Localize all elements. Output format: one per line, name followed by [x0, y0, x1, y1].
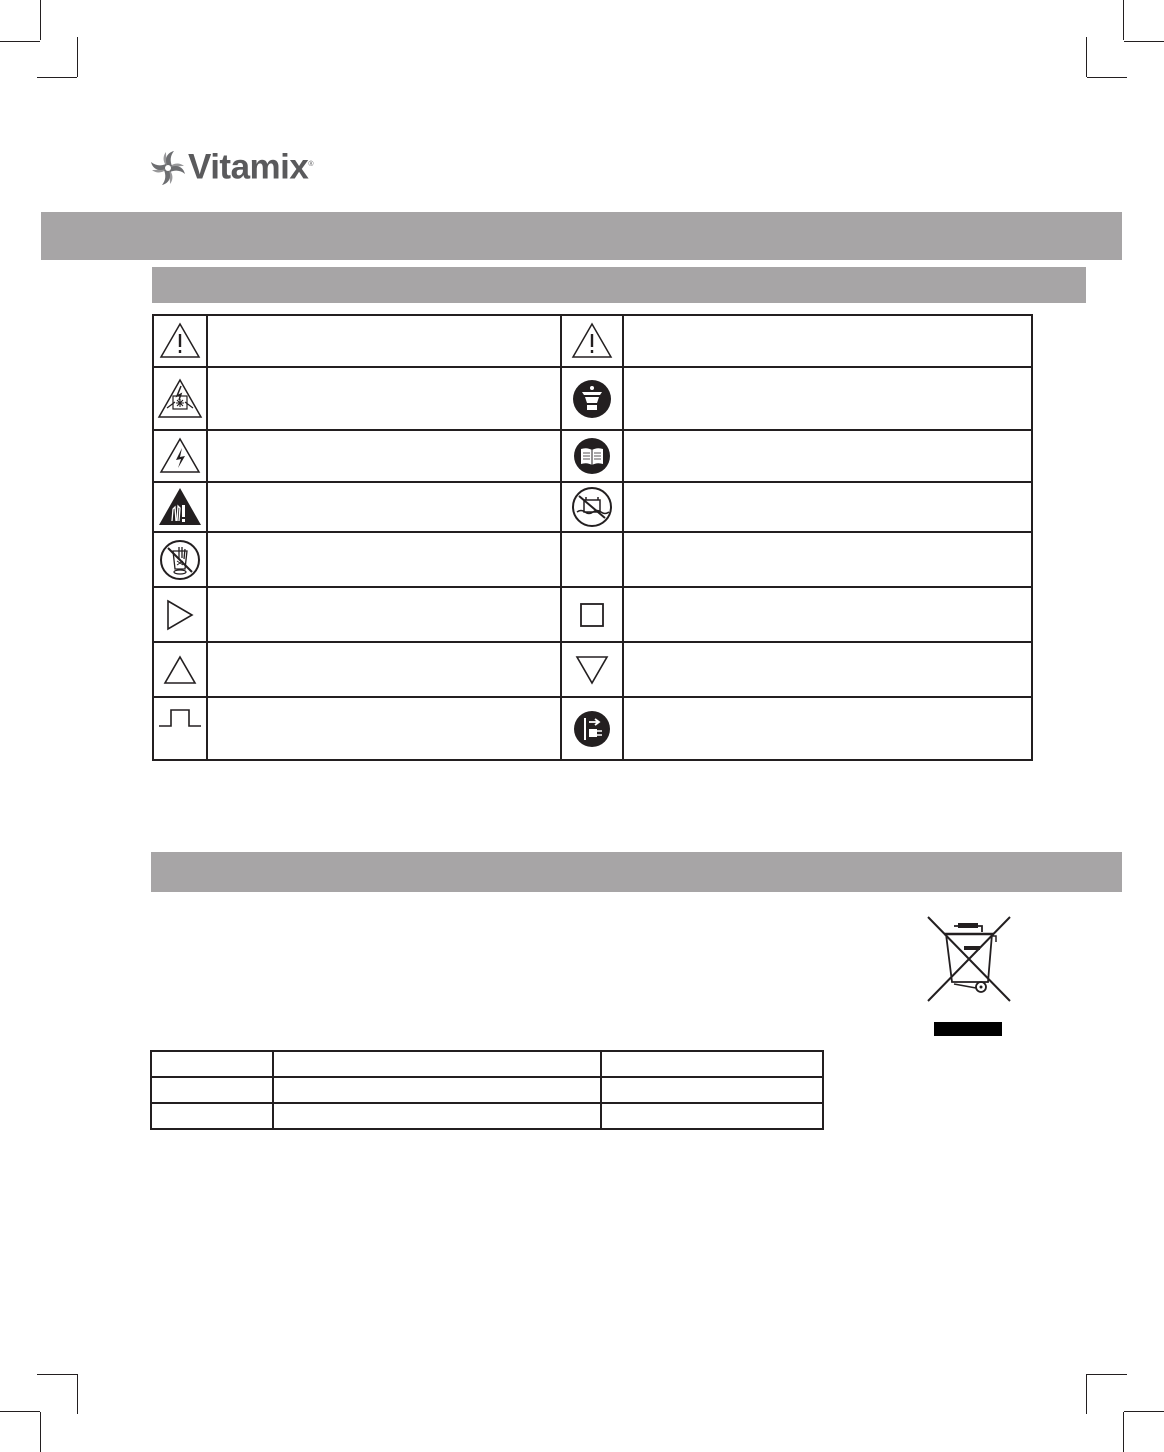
section-title-band	[151, 852, 1122, 892]
electric-shock-icon	[159, 437, 201, 475]
table-row	[153, 532, 1032, 587]
symbol-cell	[153, 482, 207, 532]
crop-mark	[77, 1374, 78, 1414]
swirl-logo-icon	[150, 150, 186, 186]
table-row	[153, 430, 1032, 482]
crop-mark	[40, 1412, 41, 1452]
table-cell	[273, 1077, 601, 1103]
table-row	[153, 482, 1032, 532]
symbol-cell	[561, 697, 623, 760]
decrease-icon	[575, 655, 609, 685]
pulse-icon	[157, 706, 203, 730]
table-row	[153, 697, 1032, 760]
crop-mark	[1124, 41, 1164, 42]
symbol-cell	[153, 642, 207, 697]
symbol-description	[207, 587, 561, 642]
unplug-icon	[573, 710, 611, 748]
symbol-description	[207, 315, 561, 367]
brand-name: Vitamix®	[188, 147, 314, 187]
symbol-description	[623, 430, 1032, 482]
crop-mark	[1087, 1374, 1127, 1375]
symbol-cell-empty	[561, 532, 623, 587]
table-cell	[601, 1077, 823, 1103]
crop-mark	[77, 37, 78, 77]
table-cell	[273, 1103, 601, 1129]
start-icon	[165, 599, 195, 631]
symbols-table	[152, 314, 1033, 761]
crop-mark	[1124, 1411, 1164, 1412]
blade-hazard-icon	[157, 378, 203, 420]
symbol-description	[623, 697, 1032, 760]
table-row	[153, 367, 1032, 430]
pinch-hazard-icon	[158, 487, 202, 527]
symbol-description	[623, 532, 1032, 587]
crop-mark	[1123, 0, 1124, 40]
symbol-cell	[561, 642, 623, 697]
table-row	[153, 587, 1032, 642]
symbol-cell	[561, 587, 623, 642]
symbol-cell	[561, 367, 623, 430]
disposal-text	[152, 910, 892, 1010]
symbol-cell	[561, 315, 623, 367]
subsection-title-band	[152, 267, 1086, 303]
symbol-description	[623, 482, 1032, 532]
table-cell	[273, 1051, 601, 1077]
table-row	[151, 1051, 823, 1077]
symbol-cell	[153, 532, 207, 587]
crop-mark	[1123, 1412, 1124, 1452]
crop-mark	[1086, 37, 1087, 77]
crop-mark	[37, 1374, 77, 1375]
symbol-description	[207, 482, 561, 532]
symbol-description	[207, 367, 561, 430]
product-table	[150, 1050, 824, 1130]
warning-triangle-icon	[571, 322, 613, 360]
crop-mark	[37, 77, 77, 78]
crossed-out-wheelie-bin-icon	[924, 914, 1014, 1038]
stop-icon	[578, 601, 606, 629]
table-row	[153, 315, 1032, 367]
table-row	[151, 1103, 823, 1129]
symbol-description	[623, 587, 1032, 642]
read-manual-icon	[573, 437, 611, 475]
table-cell	[151, 1103, 273, 1129]
warning-triangle-icon	[159, 322, 201, 360]
crop-mark	[1087, 77, 1127, 78]
symbol-description	[623, 315, 1032, 367]
symbol-description	[623, 367, 1032, 430]
symbol-description	[207, 642, 561, 697]
symbol-cell	[153, 367, 207, 430]
crop-mark	[40, 0, 41, 40]
symbol-description	[623, 642, 1032, 697]
crop-mark	[0, 1411, 40, 1412]
symbol-description	[207, 532, 561, 587]
symbol-cell	[153, 697, 207, 760]
table-cell	[601, 1051, 823, 1077]
table-cell	[601, 1103, 823, 1129]
no-immerse-icon	[571, 486, 613, 528]
symbol-cell	[561, 430, 623, 482]
crop-mark	[1086, 1374, 1087, 1414]
table-row	[151, 1077, 823, 1103]
table-cell	[151, 1051, 273, 1077]
section-title-band	[41, 212, 1122, 260]
symbol-cell	[153, 587, 207, 642]
symbol-cell	[153, 315, 207, 367]
table-row	[153, 642, 1032, 697]
increase-icon	[163, 655, 197, 685]
symbol-description	[207, 430, 561, 482]
symbol-cell	[561, 482, 623, 532]
brand-logo	[150, 148, 320, 188]
wear-protection-icon	[572, 379, 612, 419]
crop-mark	[0, 41, 40, 42]
symbol-description	[207, 697, 561, 760]
symbol-cell	[153, 430, 207, 482]
table-cell	[151, 1077, 273, 1103]
no-hand-in-container-icon	[159, 539, 201, 581]
